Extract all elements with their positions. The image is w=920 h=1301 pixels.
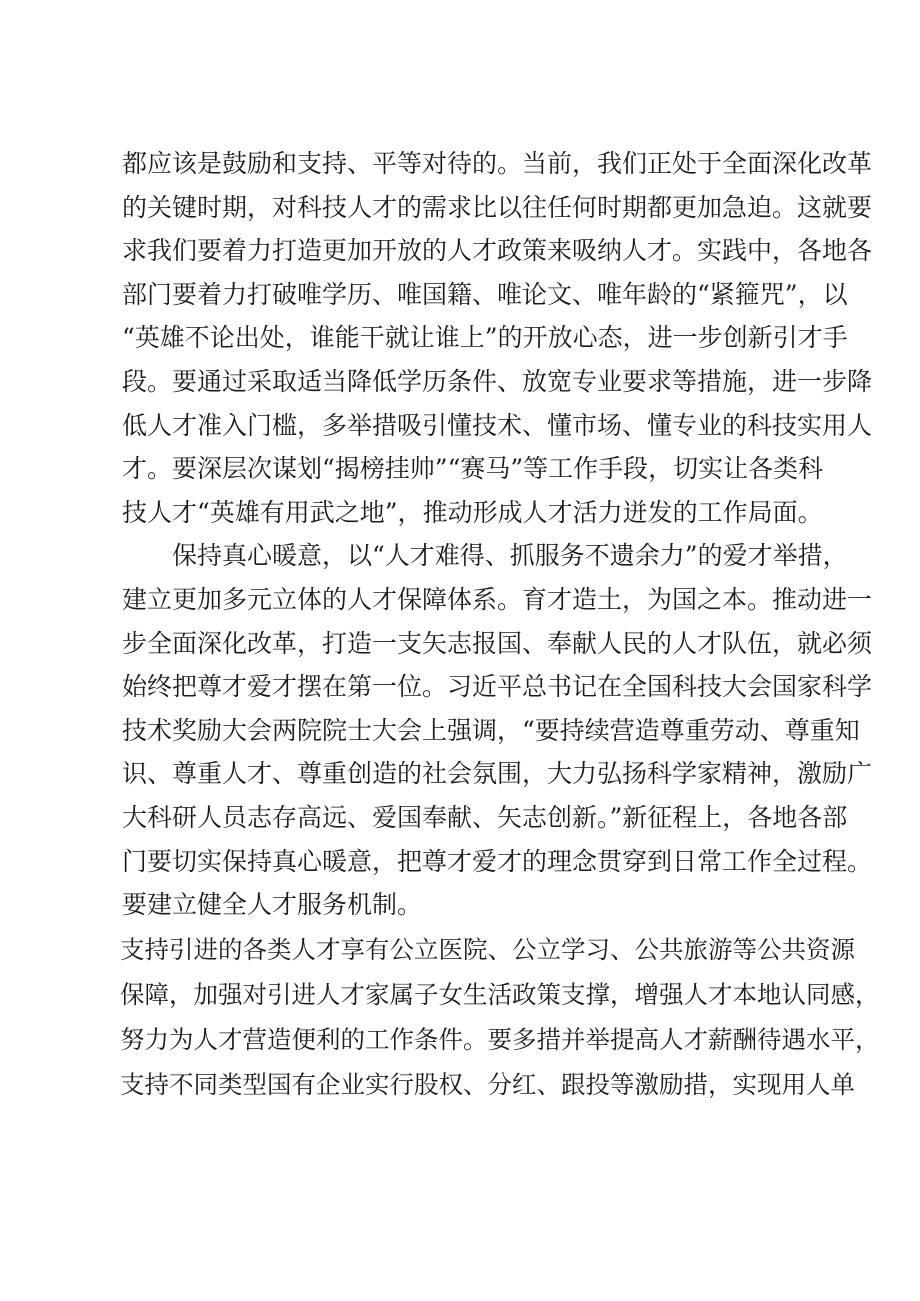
text-line: “英雄不论出处，谁能干就让谁上”的开放心态，进一步创新引才手	[122, 323, 848, 353]
text-line: 步全面深化改革，打造一支矢志报国、奉献人民的人才队伍，就必须	[122, 628, 873, 658]
text-line: 建立更加多元立体的人才保障体系。育才造土，为国之本。推动进一	[122, 584, 873, 614]
text-line: 大科研人员志存高远、爱国奉献、矢志创新。”新征程上，各地各部	[122, 802, 848, 832]
text-line: 才。要深层次谋划“揭榜挂帅”“赛马”等工作手段，切实让各类科	[122, 454, 824, 484]
text-line: 支持引进的各类人才享有公立医院、公立学习、公共旅游等公共资源	[120, 934, 855, 964]
text-line: 段。要通过采取适当降低学历条件、放宽专业要求等措施，进一步降	[122, 366, 873, 396]
paragraph-3	[120, 927, 880, 1107]
text-line: 保持真心暖意，以“人才难得、抓服务不遗余力”的爱才举措，	[172, 541, 848, 571]
text-line: 的关键时期，对科技人才的需求比以往任何时期都更加急迫。这就要	[122, 192, 873, 222]
text-line: 支持不同类型国有企业实行股权、分红、跟投等激励措，实现用人单	[120, 1069, 855, 1099]
text-line: 低人才准入门槛，多举措吸引懂技术、懂市场、懂专业的科技实用人	[122, 410, 873, 440]
text-line: 技术奖励大会两院院士大会上强调，“要持续营造尊重劳动、尊重知	[122, 715, 860, 745]
text-line: 努力为人才营造便利的工作条件。要多措并举提高人才薪酬待遇水平，	[120, 1024, 880, 1054]
text-line: 技人才“英雄有用武之地”，推动形成人才活力迸发的工作局面。	[122, 497, 823, 527]
text-line: 都应该是鼓励和支持、平等对待的。当前，我们正处于全面深化改革	[122, 149, 873, 178]
text-line: 识、尊重人才、尊重创造的社会氛围，大力弘扬科学家精神，激励广	[122, 759, 873, 789]
paragraph-1	[122, 142, 873, 534]
text-line: 保障，加强对引进人才家属子女生活政策支撑，增强人才本地认同感，	[120, 979, 880, 1009]
document-body	[120, 142, 880, 1107]
text-line: 部门要着力打破唯学历、唯国籍、唯论文、唯年龄的“紧箍咒”，以	[122, 279, 848, 309]
paragraph-2	[122, 534, 873, 926]
text-line: 求我们要着力打造更加开放的人才政策来吸纳人才。实践中，各地各	[122, 236, 873, 266]
text-line: 始终把尊才爱才摆在第一位。习近平总书记在全国科技大会国家科学	[122, 672, 873, 702]
text-line: 要建立健全人才服务机制。	[122, 890, 423, 920]
text-line: 门要切实保持真心暖意，把尊才爱才的理念贯穿到日常工作全过程。	[122, 846, 873, 876]
